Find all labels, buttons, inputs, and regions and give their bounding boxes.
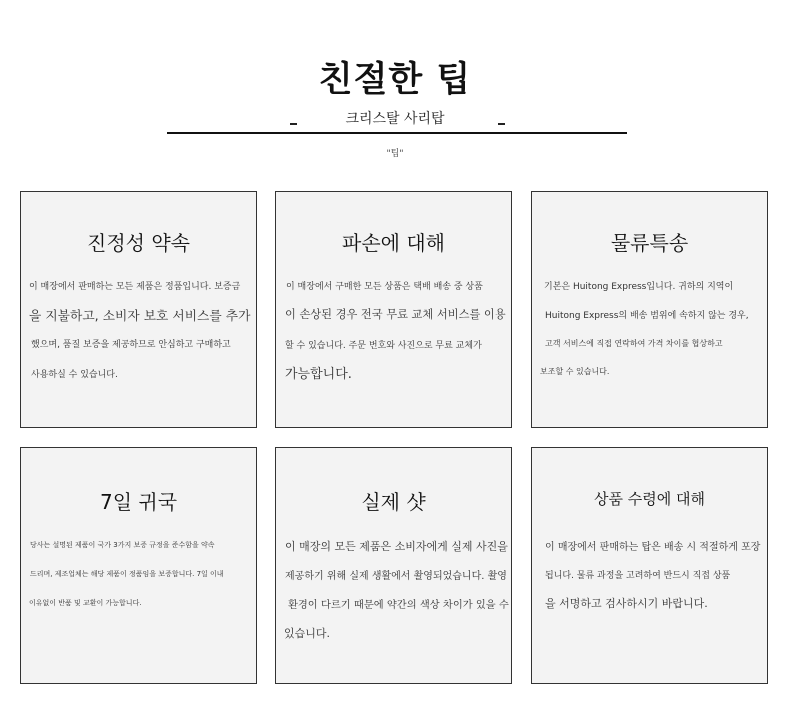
card-text-line: 이 손상된 경우 전국 무료 교체 서비스를 이용 bbox=[285, 308, 506, 321]
card-text-line: 기본은 Huitong Express입니다. 귀하의 지역이 bbox=[544, 282, 734, 292]
card-text-line: 을 지불하고, 소비자 보호 서비스를 추가 bbox=[29, 309, 251, 324]
card-real-shot bbox=[275, 447, 512, 684]
card-title: 상품 수령에 대해 bbox=[594, 490, 705, 508]
right-dash bbox=[498, 123, 505, 125]
card-text-line: 했으며, 품질 보증을 제공하므로 안심하고 구매하고 bbox=[31, 340, 231, 350]
card-text-line: Huitong Express의 배송 범위에 속하지 않는 경우, bbox=[545, 311, 749, 321]
page-title: 친절한 팁 bbox=[318, 60, 472, 100]
card-text-line: 됩니다. 물류 과정을 고려하여 반드시 직접 상품 bbox=[545, 571, 731, 581]
page-subtitle: 크리스탈 사리탑 bbox=[345, 111, 445, 127]
card-authenticity bbox=[20, 191, 257, 428]
card-text-line: 이유없이 반품 및 교환이 가능합니다. bbox=[29, 599, 142, 607]
card-title: 진정성 약속 bbox=[87, 231, 190, 255]
card-title: 7일 귀국 bbox=[99, 490, 178, 514]
card-text-line: 을 서명하고 검사하시기 바랍니다. bbox=[545, 597, 708, 610]
title-divider bbox=[167, 132, 627, 134]
card-text-line: 이 매장에서 판매하는 모든 제품은 정품입니다. 보증금 bbox=[29, 282, 241, 292]
card-text-line: 당사는 설명된 제품이 국가 3가지 보증 규정을 준수함을 약속 bbox=[30, 541, 215, 549]
card-logistics bbox=[531, 191, 768, 428]
card-text-line: 고객 서비스에 직접 연락하여 가격 차이를 협상하고 bbox=[545, 339, 723, 348]
card-title: 실제 샷 bbox=[361, 490, 426, 514]
page-tag: "팁" bbox=[386, 149, 404, 159]
card-title: 파손에 대해 bbox=[342, 231, 445, 255]
card-text-line: 사용하실 수 있습니다. bbox=[31, 370, 118, 380]
card-7day-return bbox=[20, 447, 257, 684]
card-text-line: 환경이 다르기 때문에 약간의 색상 차이가 있을 수 bbox=[288, 599, 509, 611]
card-receipt bbox=[531, 447, 768, 684]
card-text-line: 드리며, 제조업체는 해당 제품이 정품임을 보증합니다. 7일 이내 bbox=[30, 570, 224, 578]
card-text-line: 제공하기 위해 실제 생활에서 촬영되었습니다. 촬영 bbox=[285, 571, 507, 582]
card-damage bbox=[275, 191, 512, 428]
card-text-line: 보조할 수 있습니다. bbox=[540, 367, 610, 376]
card-text-line: 이 매장에서 판매하는 탑은 배송 시 적절하게 포장 bbox=[545, 542, 761, 553]
card-text-line: 있습니다. bbox=[284, 627, 331, 640]
card-title: 물류특송 bbox=[610, 231, 689, 255]
card-text-line: 가능합니다. bbox=[285, 367, 352, 382]
card-text-line: 이 매장의 모든 제품은 소비자에게 실제 사진을 bbox=[285, 540, 508, 553]
card-text-line: 이 매장에서 구매한 모든 상품은 택배 배송 중 상품 bbox=[286, 282, 483, 292]
card-text-line: 할 수 있습니다. 주문 번호와 사진으로 무료 교체가 bbox=[285, 341, 482, 351]
